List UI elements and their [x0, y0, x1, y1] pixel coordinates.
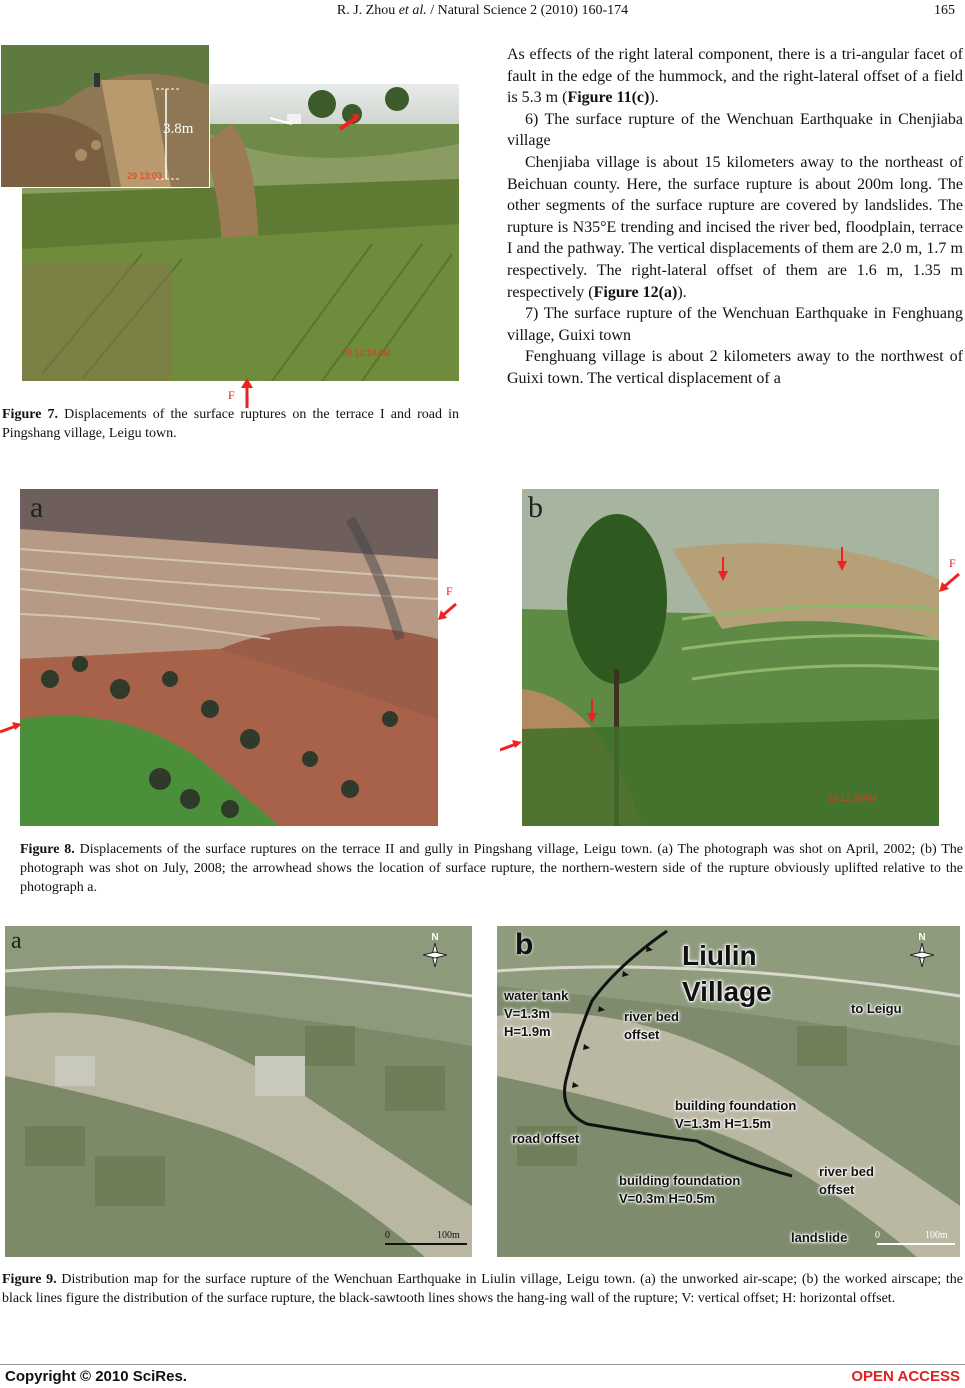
figure9a-scale-length: 100m [437, 1230, 460, 1241]
figure7-timestamp: 29 13:24AM [342, 348, 391, 358]
figure7-inset-photo [0, 44, 210, 188]
building-foundation-1-line1: building foundation [675, 1098, 797, 1113]
building-foundation-2-line2: V=0.3m H=0.5m [619, 1191, 716, 1206]
figure9b-airscape [497, 926, 960, 1257]
figure9b-scale-length: 100m [925, 1230, 948, 1241]
river-bed-offset-1-line1: river bed [624, 1009, 679, 1024]
running-header [0, 3, 965, 23]
figure8b-arrow-3-icon [586, 699, 598, 725]
section-heading: 6) The surface rupture of the Wenchuan Earthquake in Chenjiaba village [507, 110, 963, 150]
landslide-label: landslide [791, 1230, 848, 1245]
figure8b-arrow-1-icon [717, 557, 729, 583]
river-bed-offset-2-line2: offset [819, 1182, 855, 1197]
figure8b-fault-label: F [949, 556, 956, 570]
village-name-line1: Liulin [682, 940, 757, 971]
figure8b-panel-letter: b [528, 491, 543, 524]
section-heading: 7) The surface rupture of the Wenchuan Earthquake in Fenghuang village, Guixi town [507, 305, 963, 344]
figure8b-fault-arrow-right-icon [939, 572, 961, 594]
copyright: Copyright © 2010 SciRes. [5, 1368, 187, 1385]
figure7-inset-measure: 3.8m [163, 121, 194, 137]
water-tank-label-2: V=1.3m [504, 1006, 550, 1021]
figure7-caption: Figure 7. Displacements of the surface ruptures on the terrace I and road in Pingshang village, Leigu town. [2, 407, 459, 441]
river-bed-offset-2-line1: river bed [819, 1164, 874, 1179]
figure9b-panel-letter: b [515, 928, 534, 961]
footer-rule [0, 1364, 965, 1365]
figure8a-fault-label: F [446, 584, 453, 598]
figure8a-fault-arrow-left-icon [0, 720, 22, 736]
paragraph: As effects of the right lateral component, there is a tri-angular facet of fault in the edge of the hummock, and the right-lateral offset of a field is 5.3 m (Figure 11(c)). [507, 46, 963, 107]
figure8-caption: Figure 8. Displacements of the surface ruptures on the terrace II and gully in Pingshang village, Leigu town. (a) The photograph was shot on April, 2002; (b) The photograph was shot on July, 2008; the arrowhead shows the location of surface rupture, the northern-western side of the rupture obviously uplifted relative to the photograph a. [20, 842, 963, 895]
figure9-caption: Figure 9. Distribution map for the surface rupture of the Wenchuan Earthquake in Liulin village, Leigu town. (a) the unworked air-scape; (b) the worked airscape; the black lines figure the distribution of the surface rupture, the black-sawtooth lines shows the hang-ing wall of the rupture; V: vertical offset; H: horizontal offset. [2, 1272, 963, 1306]
figure7-inset-timestamp: 29 13:03 [127, 171, 163, 181]
figure7-fault-label: F [228, 388, 235, 402]
figure9a-airscape [5, 926, 472, 1257]
north-icon: N [423, 932, 447, 970]
figure8a-fault-arrow-right-icon [438, 600, 458, 622]
figure8a-photo [20, 489, 438, 826]
figure9a-scale-zero: 0 [385, 1230, 390, 1241]
building-foundation-1-line2: V=1.3m H=1.5m [675, 1116, 772, 1131]
water-tank-label-3: H=1.9m [504, 1024, 551, 1039]
figure9b-scale-zero: 0 [875, 1230, 880, 1241]
page-number: 165 [934, 3, 955, 18]
open-access-badge: OPEN ACCESS [851, 1368, 960, 1385]
body-text-column [507, 44, 963, 390]
running-head: R. J. Zhou et al. / Natural Science 2 (2010) 160-174 [336, 3, 629, 18]
figure8b-timestamp: 29 13:36AM [828, 793, 877, 803]
figure8b-fault-arrow-left-icon [500, 738, 522, 754]
north-icon: N [910, 932, 934, 970]
figure8a-panel-letter: a [30, 491, 44, 524]
water-tank-label-1: water tank [504, 988, 569, 1003]
paragraph: Chenjiaba village is about 15 kilometers away to the northeast of Beichuan county. Here, the surface rupture is about 200m long. The other segments of the surface rupture are covered by landslides. The rupture is N35°E trending and incised the river bed, floodplain, terrace I and the pathway. The vertical displacements of them are 2.0 m, 1.7 m respectively. The right-lateral offset of them are 1.6 m, 1.35 m respectively (Figure 12(a)). [507, 153, 963, 301]
figure8b-photo [522, 489, 939, 826]
to-leigu-label: to Leigu [851, 1001, 902, 1016]
village-name-line2: Village [682, 976, 772, 1007]
building-foundation-2-line1: building foundation [619, 1173, 741, 1188]
road-offset-label: road offset [512, 1131, 580, 1146]
paragraph: Fenghuang village is about 2 kilometers away to the northwest of Guixi town. The vertical displacement of a [507, 348, 963, 387]
figure8b-arrow-2-icon [836, 547, 848, 573]
river-bed-offset-1-line2: offset [624, 1027, 660, 1042]
figure9a-panel-letter: a [11, 928, 22, 954]
